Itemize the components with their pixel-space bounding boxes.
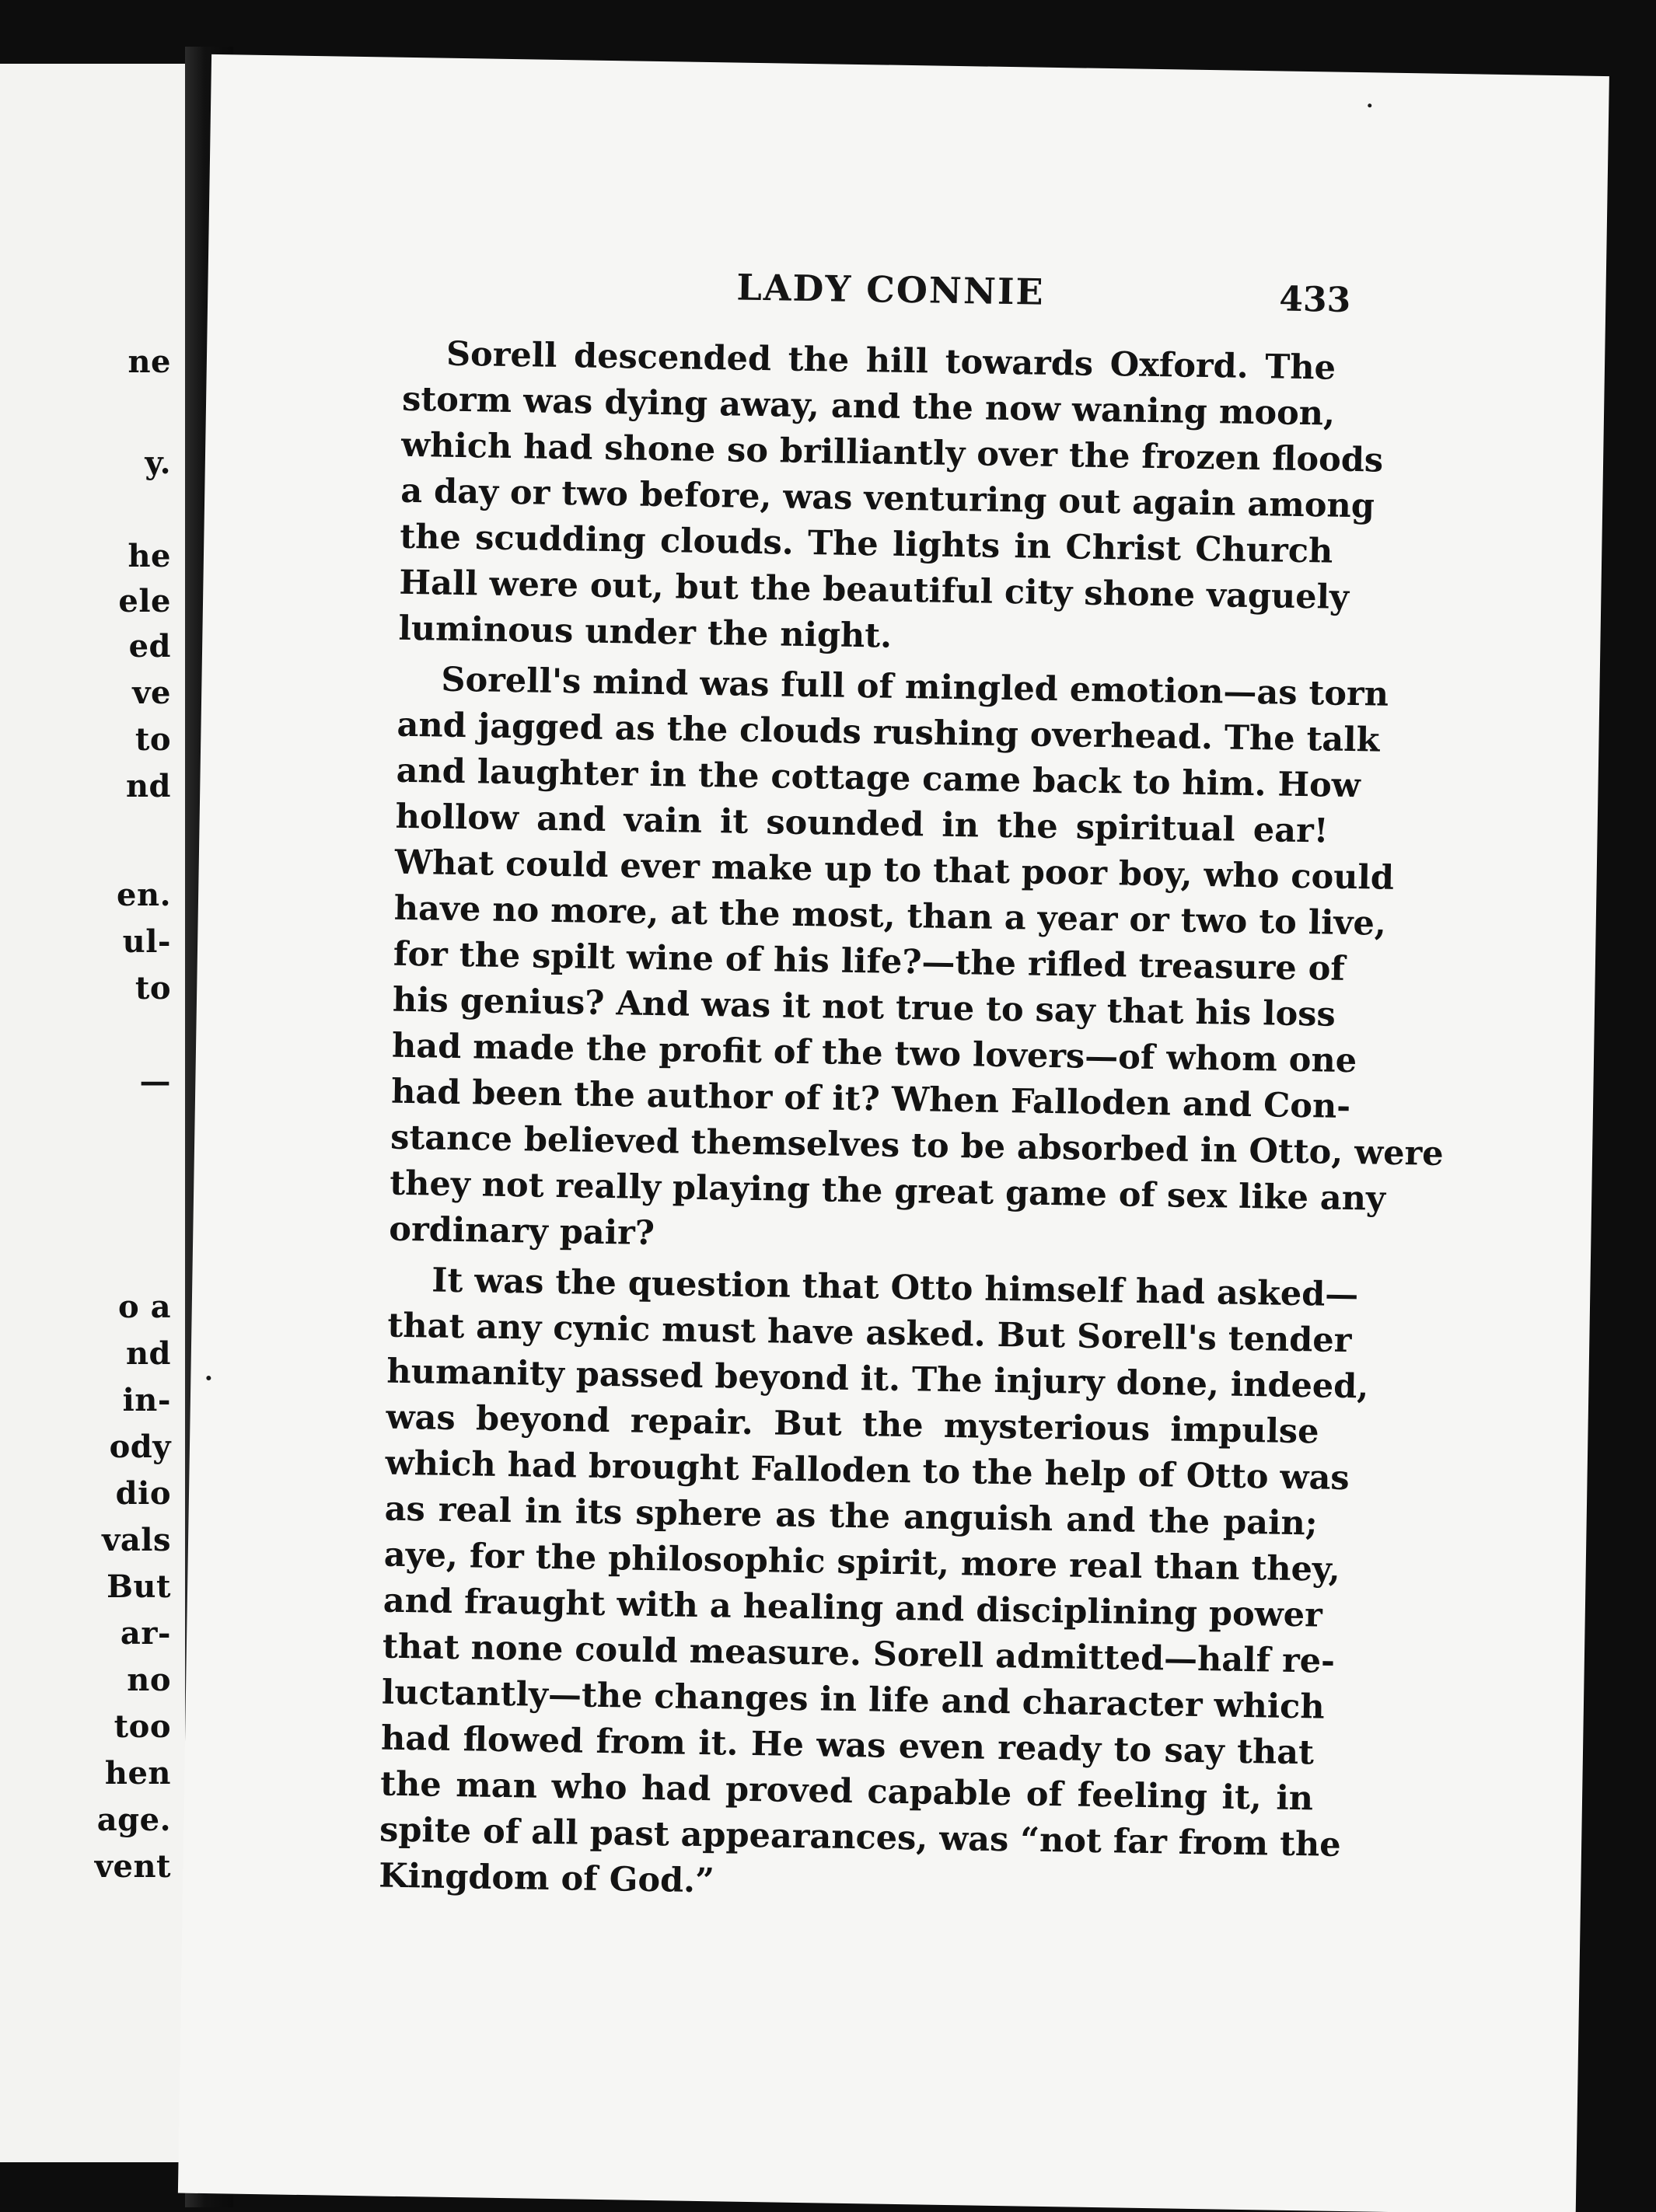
left-text-fragment: in- — [122, 1382, 171, 1418]
left-text-fragment: y. — [145, 445, 171, 481]
left-text-fragment: ed — [128, 628, 171, 665]
left-text-fragment: nd — [125, 1335, 171, 1372]
text-line: the scudding clouds. The lights in Christ Church — [399, 517, 1333, 571]
text-line: Hall were out, but the beautiful city shone vaguely — [399, 563, 1350, 617]
paragraph — [398, 331, 1384, 667]
left-text-fragment: But — [107, 1568, 171, 1605]
paragraph — [389, 657, 1445, 1268]
text-line: luctantly—the changes in life and character which — [381, 1673, 1325, 1727]
left-text-fragment: — — [139, 1063, 171, 1100]
text-line: which had shone so brilliantly over the frozen floods — [400, 425, 1384, 480]
text-line: the man who had proved capable of feeling it, in — [379, 1764, 1314, 1819]
left-text-fragment: nd — [125, 768, 171, 804]
text-line: luminous under the night. — [398, 609, 893, 656]
left-text-fragment: too — [114, 1708, 171, 1745]
left-text-fragment: ele — [118, 583, 171, 619]
text-line: Kingdom of God.” — [378, 1856, 715, 1901]
text-line: had made the profit of the two lovers—of whom one — [391, 1026, 1357, 1081]
text-line: as real in its sphere as the anguish and the pain; — [384, 1489, 1318, 1544]
left-text-fragment: en. — [117, 877, 171, 913]
text-line: Sorell's mind was full of mingled emotion—as torn — [441, 660, 1389, 714]
text-line: that none could measure. Sorell admitted—half re- — [382, 1627, 1336, 1681]
body-text — [378, 331, 1445, 1919]
left-text-fragment: dio — [115, 1475, 171, 1512]
text-line: had flowed from it. He was even ready to say that — [380, 1718, 1315, 1773]
text-line: humanity passed beyond it. The injury done, indeed, — [386, 1352, 1369, 1407]
text-line: they not really playing the great game of sex like any — [389, 1164, 1386, 1219]
left-text-fragment: ody — [109, 1429, 171, 1465]
previous-page-fragment — [0, 64, 185, 2162]
text-line: that any cynic must have asked. But Sorell's tender — [387, 1306, 1352, 1361]
text-line: and laughter in the cottage came back to him. How — [396, 751, 1361, 806]
left-text-fragment: vals — [102, 1522, 171, 1558]
left-text-fragment: to — [135, 970, 171, 1007]
book-page — [178, 54, 1609, 2212]
print-speck — [1368, 103, 1371, 107]
text-line: What could ever make up to that poor boy, who could — [394, 843, 1395, 898]
text-line: which had brought Falloden to the help of Otto was — [385, 1443, 1350, 1499]
page-number: 433 — [1278, 279, 1351, 320]
left-text-fragment: ar- — [120, 1615, 171, 1652]
text-line: spite of all past appearances, was “not far from the — [379, 1810, 1341, 1865]
text-line: storm was dying away, and the now waning moon, — [401, 379, 1336, 434]
text-line: was beyond repair. But the mysterious impulse — [386, 1397, 1319, 1452]
left-text-fragment: vent — [94, 1848, 171, 1885]
running-title: LADY CONNIE — [736, 266, 1046, 313]
text-line: ordinary pair? — [389, 1209, 655, 1254]
running-head — [208, 258, 1606, 326]
text-line: and jagged as the clouds rushing overhead. The talk — [397, 705, 1380, 760]
left-text-fragment: hen — [104, 1755, 171, 1792]
text-line: his genius? And was it not true to say that his loss — [392, 980, 1336, 1034]
text-line: aye, for the philosophic spirit, more real than they, — [383, 1535, 1341, 1589]
left-text-fragment: ve — [132, 675, 171, 711]
left-text-fragment: o a — [117, 1289, 171, 1325]
left-text-fragment: to — [135, 721, 171, 758]
left-text-fragment: no — [127, 1662, 171, 1698]
text-line: have no more, at the most, than a year or two to live, — [393, 888, 1387, 944]
left-text-fragment: ne — [128, 344, 171, 380]
paragraph — [378, 1258, 1369, 1914]
text-line: had been the author of it? When Falloden and Con- — [390, 1072, 1351, 1127]
text-line: for the spilt wine of his life?—the rifled treasure of — [393, 934, 1346, 989]
print-speck — [206, 1376, 211, 1380]
left-text-fragment: age. — [96, 1802, 171, 1838]
text-line: and fraught with a healing and disciplining power — [383, 1581, 1323, 1635]
text-line: stance believed themselves to be absorbed in Otto, were — [390, 1118, 1445, 1174]
text-line: Sorell descended the hill towards Oxford. The — [445, 334, 1336, 388]
left-text-fragment: ul- — [122, 923, 171, 960]
text-line: a day or two before, was venturing out again among — [400, 471, 1375, 526]
left-text-fragment: he — [128, 538, 171, 574]
text-line: hollow and vain it sounded in the spiritual ear! — [395, 797, 1329, 851]
text-line: It was the question that Otto himself had asked— — [431, 1261, 1359, 1315]
